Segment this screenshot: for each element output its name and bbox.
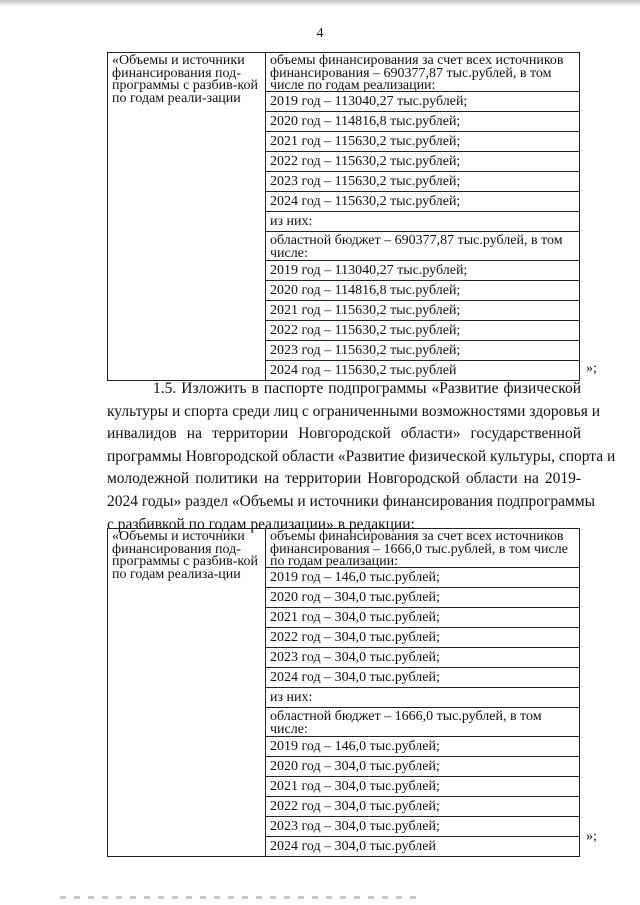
scan-edge [0,0,640,6]
financing-table-1 [107,52,580,381]
table1-total-year-row: 2024 год – 115630,2 тыс.рублей; [266,191,579,211]
table2-regional-year-row: 2021 год – 304,0 тыс.рублей; [266,776,579,796]
table1-total-year-row: 2023 год – 115630,2 тыс.рублей; [266,171,579,191]
table1-regional-budget: областной бюджет – 690377,87 тыс.рублей, в том числе: [266,231,579,260]
paragraph-line: молодежной политики на территории Новгородской области на 2019- [107,470,581,488]
paragraph-line: культуры и спорта среди лиц с ограниченными возможностями здоровья и [107,402,601,420]
table1-regional-year-row: 2022 год – 115630,2 тыс.рублей; [266,320,579,340]
table1-intro: объемы финансирования за счет всех источников финансирования – 690377,87 тыс.рублей, в том числе по годам реализации: [270,53,564,93]
table2-total-year-row: 2021 год – 304,0 тыс.рублей; [266,607,579,627]
paragraph-line: инвалидов на территории Новгородской области» государственной [107,425,581,443]
table2-regional-year-row: 2023 год – 304,0 тыс.рублей; [266,816,579,836]
paragraph-line: 1.5. Изложить в паспорте подпрограммы «Развитие физической [153,380,581,397]
financing-table-2 [107,528,580,857]
table1-regional-year-row: 2024 год – 115630,2 тыс.рублей [266,360,579,380]
table1-total-year-row: 2020 год – 114816,8 тыс.рублей; [266,111,579,131]
page-number: 4 [316,26,324,41]
table2-total-year-row: 2024 год – 304,0 тыс.рублей; [266,667,579,687]
table2-total-year-row: 2019 год – 146,0 тыс.рублей; [266,567,579,587]
paragraph-line: программы Новгородской области «Развитие физической культуры, спорта и [107,447,616,465]
table2-left-cell: «Объемы и источники финансирования под-программы с разбив-кой по годам реализа-ции [108,529,266,857]
table2-right-cell [266,529,580,857]
table2-total-year-row: 2020 год – 304,0 тыс.рублей; [266,587,579,607]
table1-total-year-row: 2019 год – 113040,27 тыс.рублей; [266,91,579,111]
table1-right-cell [266,53,580,381]
table1-total-year-row: 2021 год – 115630,2 тыс.рублей; [266,131,579,151]
paragraph-line: с разбивкой по годам реализации» в редакции: [107,515,415,533]
table2-total-year-row: 2023 год – 304,0 тыс.рублей; [266,647,579,667]
table1-regional-year-row: 2020 год – 114816,8 тыс.рублей; [266,280,579,300]
table2-intro: объемы финансирования за счет всех источников финансирования – 1666,0 тыс.рублей, в том числе по годам реализации: [270,529,568,569]
table1-regional-year-row: 2021 год – 115630,2 тыс.рублей; [266,300,579,320]
table1-of-them: из них: [266,211,579,231]
table2-total-year-row: 2022 год – 304,0 тыс.рублей; [266,627,579,647]
table1-left-cell: «Объемы и источники финансирования под-программы с разбив-кой по годам реали-зации [108,53,266,381]
table2-regional-year-row: 2022 год – 304,0 тыс.рублей; [266,796,579,816]
table2-regional-budget: областной бюджет – 1666,0 тыс.рублей, в том числе: [266,707,579,736]
paragraph-1-5 [107,378,616,536]
table2-closing-quote: »; [586,829,597,844]
table2-of-them: из них: [266,687,579,707]
paragraph-line: 2024 годы» раздел «Объемы и источники финансирования подпрограммы [107,492,596,510]
table1-regional-year-row: 2023 год – 115630,2 тыс.рублей; [266,340,579,360]
table1-closing-quote: »; [586,361,597,376]
table2-regional-year-row: 2020 год – 304,0 тыс.рублей; [266,756,579,776]
table1-total-year-row: 2022 год – 115630,2 тыс.рублей; [266,151,579,171]
scan-footer-artifact [60,896,420,899]
table1-regional-year-row: 2019 год – 113040,27 тыс.рублей; [266,260,579,280]
table2-regional-year-row: 2024 год – 304,0 тыс.рублей [266,836,579,856]
table2-regional-year-row: 2019 год – 146,0 тыс.рублей; [266,736,579,756]
